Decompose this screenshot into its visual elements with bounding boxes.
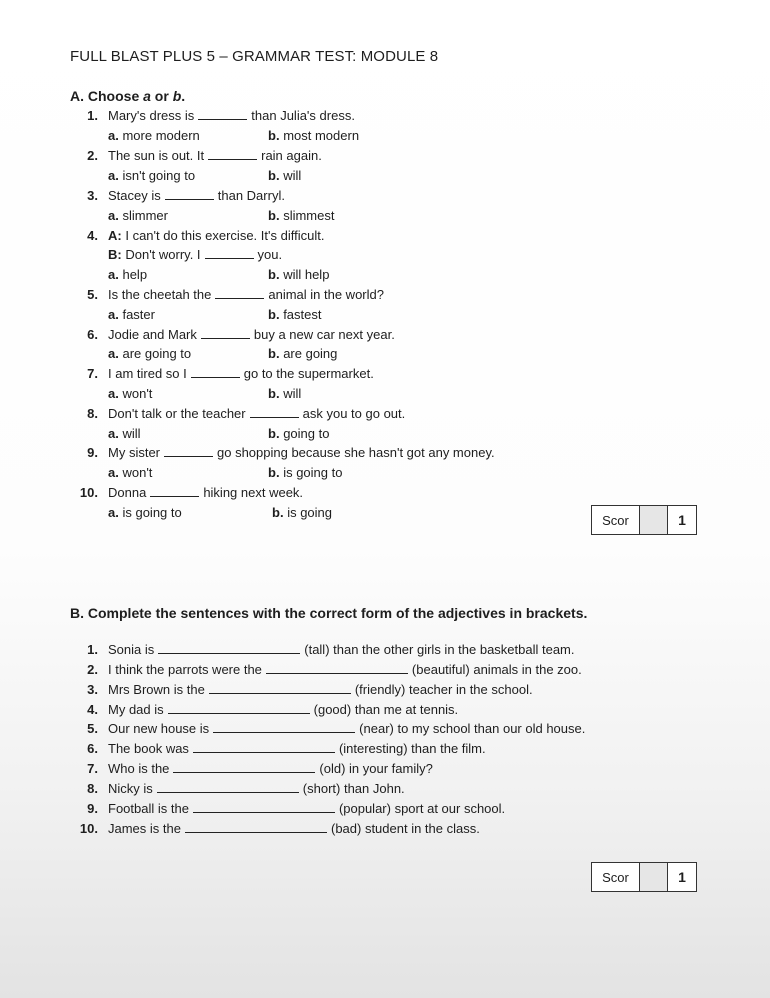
score-label: Scor [592,863,640,891]
answer-blank[interactable] [173,761,315,773]
option-a-text: are going to [122,346,192,361]
option-b-label: b. [268,465,280,480]
question-stem [108,662,582,678]
stem-after: (friendly) teacher in the school. [354,682,533,697]
option-b-text: is going [287,505,332,520]
option-a[interactable] [108,386,152,402]
section-a-heading [70,88,185,104]
option-b-label: b. [272,505,284,520]
stem-before: Don't talk or the teacher [108,406,246,421]
section-a-heading-a: a [143,88,151,104]
stem-after: (good) than me at tennis. [313,702,459,717]
stem-after: than Julia's dress. [251,108,355,123]
stem-before: James is the [108,821,181,836]
option-a-label: a. [108,128,119,143]
question-stem [108,327,395,343]
question-stem [108,821,480,837]
question-stem [108,148,322,164]
option-b-label: b. [268,267,280,282]
option-b[interactable] [268,465,342,481]
speaker-a: A: [108,228,122,243]
option-b-label: b. [268,208,280,223]
option-b-text: going to [283,426,330,441]
option-b-text: will help [283,267,330,282]
option-a[interactable] [108,465,152,481]
option-a-label: a. [108,168,119,183]
question-stem [108,642,575,658]
question-number: 6. [87,327,98,342]
option-b[interactable] [268,426,329,442]
question-stem [108,682,533,698]
question-stem [108,366,374,382]
section-a-heading-or: or [150,88,173,104]
question-number: 9. [87,445,98,460]
answer-blank[interactable] [209,682,351,694]
option-b[interactable] [272,505,332,521]
stem-before: Mary's dress is [108,108,195,123]
answer-blank[interactable] [213,721,355,733]
answer-blank[interactable] [215,287,264,299]
answer-blank[interactable] [157,781,299,793]
answer-blank[interactable] [168,702,310,714]
stem-before: Our new house is [108,721,210,736]
question-number: 10. [79,485,98,500]
option-b[interactable] [268,208,334,224]
option-a[interactable] [108,505,182,521]
option-a-text: will [122,426,141,441]
option-a[interactable] [108,168,195,184]
score-box-a [591,505,697,535]
question-stem [108,108,355,124]
option-a[interactable] [108,307,155,323]
option-b-text: slimmest [283,208,335,223]
answer-blank[interactable] [198,108,247,120]
stem-after: go shopping because she hasn't got any money. [217,445,495,460]
question-number: 10. [79,821,98,836]
answer-blank[interactable] [158,642,300,654]
stem-after: rain again. [261,148,322,163]
stem-before: Jodie and Mark [108,327,197,342]
stem-before: The sun is out. It [108,148,205,163]
section-b-heading: B. Complete the sentences with the correct form of the adjectives in brackets. [70,605,588,621]
question-stem [108,287,384,303]
option-a-text: slimmer [122,208,168,223]
stem-before: I think the parrots were the [108,662,262,677]
question-number: 9. [87,801,98,816]
question-stem [108,801,505,817]
stem-before: Stacey is [108,188,161,203]
option-b[interactable] [268,386,301,402]
option-b-text: will [283,386,302,401]
question-number: 5. [87,721,98,736]
stem-after: (beautiful) animals in the zoo. [411,662,582,677]
answer-blank[interactable] [193,801,335,813]
option-a[interactable] [108,426,141,442]
question-stem [108,721,585,737]
question-number: 4. [87,702,98,717]
answer-blank[interactable] [266,662,408,674]
stem-before: My sister [108,445,160,460]
question-number: 8. [87,406,98,421]
question-number: 4. [87,228,98,243]
answer-blank[interactable] [164,445,213,457]
stem-after: (old) in your family? [319,761,433,776]
stem-before: Mrs Brown is the [108,682,205,697]
option-b-label: b. [268,128,280,143]
dialogue-text-a: I can't do this exercise. It's difficult. [125,228,325,243]
option-a-label: a. [108,505,119,520]
option-a-label: a. [108,346,119,361]
option-a-text: faster [122,307,155,322]
score-box-b [591,862,697,892]
option-b-text: most modern [283,128,360,143]
option-b[interactable] [268,307,321,323]
question-stem [108,445,495,461]
dialogue-line-a [108,228,324,244]
option-a[interactable] [108,128,200,144]
question-number: 6. [87,741,98,756]
answer-blank[interactable] [150,485,199,497]
stem-after: hiking next week. [203,485,304,500]
option-a-label: a. [108,267,119,282]
option-b-label: b. [268,168,280,183]
stem-after: than Darryl. [217,188,285,203]
speaker-b: B: [108,247,122,262]
stem-before: My dad is [108,702,164,717]
question-stem [108,761,433,777]
stem-after: ask you to go out. [302,406,406,421]
score-entry[interactable] [640,506,668,534]
question-number: 1. [87,108,98,123]
question-number: 2. [87,662,98,677]
page-title: FULL BLAST PLUS 5 – GRAMMAR TEST: MODULE 8 [70,48,439,65]
score-value: 1 [678,869,686,885]
stem-after: (interesting) than the film. [338,741,486,756]
option-b[interactable] [268,168,301,184]
answer-blank[interactable] [208,148,257,160]
option-a[interactable] [108,267,147,283]
stem-before: Who is the [108,761,170,776]
question-stem [108,485,303,501]
option-b-label: b. [268,426,280,441]
option-b-label: b. [268,346,280,361]
stem-after: (near) to my school than our old house. [359,721,586,736]
answer-blank[interactable] [205,247,254,259]
section-a-heading-prefix: A. Choose [70,88,144,104]
score-entry[interactable] [640,863,668,891]
option-a[interactable] [108,208,168,224]
option-a[interactable] [108,346,191,362]
option-a-label: a. [108,208,119,223]
option-a-label: a. [108,307,119,322]
question-number: 8. [87,781,98,796]
option-a-label: a. [108,426,119,441]
question-number: 3. [87,682,98,697]
stem-after: (tall) than the other girls in the basketball team. [304,642,575,657]
option-a-text: more modern [122,128,200,143]
stem-after: (popular) sport at our school. [338,801,506,816]
option-b[interactable] [268,346,337,362]
stem-before: I am tired so I [108,366,187,381]
answer-blank[interactable] [250,406,299,418]
score-value: 1 [678,512,686,528]
section-a-heading-suffix: . [181,88,186,104]
question-stem [108,188,285,204]
stem-before: Football is the [108,801,189,816]
stem-after: you. [257,247,283,262]
stem-before: Sonia is [108,642,155,657]
option-a-text: isn't going to [122,168,196,183]
stem-before: Is the cheetah the [108,287,212,302]
option-b-label: b. [268,307,280,322]
option-b-text: fastest [283,307,322,322]
option-b-label: b. [268,386,280,401]
question-stem [108,741,486,757]
answer-blank[interactable] [193,741,335,753]
option-a-label: a. [108,465,119,480]
stem-after: go to the supermarket. [243,366,374,381]
stem-after: buy a new car next year. [253,327,395,342]
question-stem [108,406,405,422]
option-a-label: a. [108,386,119,401]
question-stem [108,702,458,718]
question-stem [108,781,405,797]
option-a-text: is going to [122,505,182,520]
option-b-text: is going to [283,465,343,480]
section-a-heading-b: b [172,88,182,104]
option-a-text: won't [122,465,153,480]
question-number: 3. [87,188,98,203]
question-number: 7. [87,761,98,776]
answer-blank[interactable] [165,188,214,200]
answer-blank[interactable] [191,366,240,378]
answer-blank[interactable] [201,327,250,339]
stem-after: (bad) student in the class. [330,821,480,836]
answer-blank[interactable] [185,821,327,833]
question-number: 1. [87,642,98,657]
question-number: 7. [87,366,98,381]
option-a-text: won't [122,386,153,401]
stem-before: The book was [108,741,189,756]
stem-before: Don't worry. I [125,247,201,262]
option-a-text: help [122,267,148,282]
stem-before: Donna [108,485,147,500]
option-b-text: are going [283,346,338,361]
question-stem [108,247,282,263]
option-b[interactable] [268,267,329,283]
stem-before: Nicky is [108,781,153,796]
option-b[interactable] [268,128,359,144]
stem-after: (short) than John. [302,781,405,796]
option-b-text: will [283,168,302,183]
stem-after: animal in the world? [268,287,384,302]
question-number: 5. [87,287,98,302]
score-label: Scor [592,506,640,534]
question-number: 2. [87,148,98,163]
